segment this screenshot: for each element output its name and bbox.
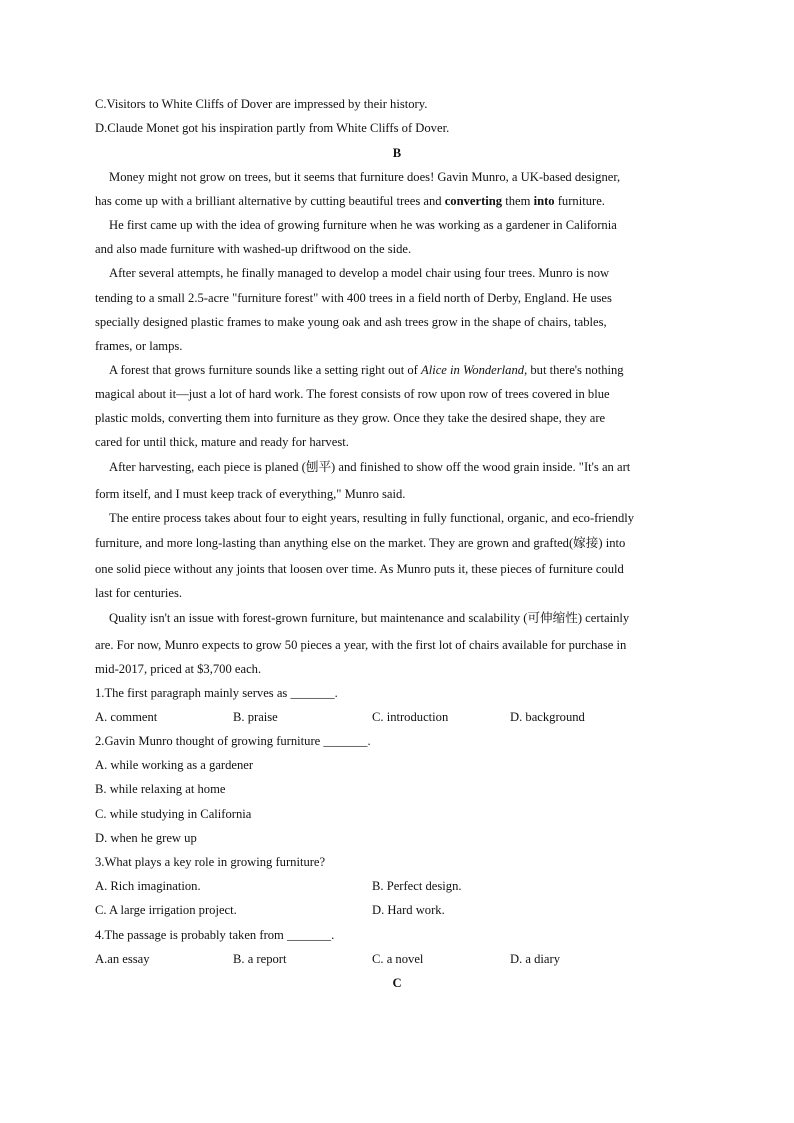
question-3-option-b: B. Perfect design. (372, 879, 462, 893)
passage-line: specially designed plastic frames to make young oak and ash trees grow in the shape of chairs, tables, (95, 315, 607, 329)
passage-line: mid-2017, priced at $3,700 each. (95, 662, 262, 676)
question-3-option-a: A. Rich imagination. (95, 879, 201, 893)
section-b-heading: B (392, 146, 402, 160)
question-4-stem: 4.The passage is probably taken from _______. (95, 928, 335, 942)
passage-line: plastic molds, converting them into furniture as they grow. Once they take the desired shape, they are (95, 411, 606, 425)
passage-line: has come up with a brilliant alternative by cutting beautiful trees and converting them into furniture. (95, 194, 605, 208)
passage-line: The entire process takes about four to eight years, resulting in fully functional, organic, and eco-friendly (109, 511, 635, 525)
passage-line: one solid piece without any joints that loosen over time. As Munro puts it, these pieces of furniture could (95, 562, 624, 576)
passage-line: form itself, and I must keep track of everything," Munro said. (95, 487, 406, 501)
passage-line: magical about it—just a lot of hard work. The forest consists of row upon row of trees covered in blue (95, 387, 610, 401)
bold-word-into: into (533, 194, 555, 208)
passage-line: furniture, and more long-lasting than anything else on the market. They are grown and grafted(嫁接) into (95, 536, 626, 550)
passage-line: A forest that grows furniture sounds like a setting right out of Alice in Wonderland, but there's nothing (109, 363, 624, 377)
question-2-stem: 2.Gavin Munro thought of growing furniture _______. (95, 734, 371, 748)
question-4-option-a: A.an essay (95, 952, 150, 966)
passage-line: After several attempts, he finally managed to develop a model chair using four trees. Munro is now (109, 266, 610, 280)
question-3-option-c: C. A large irrigation project. (95, 903, 237, 917)
section-c-heading: C (392, 976, 402, 990)
question-1-option-c: C. introduction (372, 710, 449, 724)
question-2-option-b: B. while relaxing at home (95, 782, 226, 796)
passage-line: Money might not grow on trees, but it seems that furniture does! Gavin Munro, a UK-based designer, (109, 170, 621, 184)
prev-option-c: C.Visitors to White Cliffs of Dover are impressed by their history. (95, 97, 428, 111)
passage-line: frames, or lamps. (95, 339, 183, 353)
book-title: Alice in Wonderland (421, 363, 525, 377)
question-1-stem: 1.The first paragraph mainly serves as _______. (95, 686, 338, 700)
passage-line: cared for until thick, mature and ready for harvest. (95, 435, 349, 449)
passage-line: Quality isn't an issue with forest-grown furniture, but maintenance and scalability (可伸缩性) certainly (109, 611, 630, 625)
passage-line: tending to a small 2.5-acre "furniture forest" with 400 trees in a field north of Derby, England. He uses (95, 291, 612, 305)
passage-line: After harvesting, each piece is planed (刨平) and finished to show off the wood grain inside. "It's an art (109, 460, 631, 474)
question-4-option-b: B. a report (233, 952, 287, 966)
question-4-option-c: C. a novel (372, 952, 424, 966)
bold-word-converting: converting (444, 194, 503, 208)
passage-line: are. For now, Munro expects to grow 50 pieces a year, with the first lot of chairs available for purchase in (95, 638, 627, 652)
question-1-option-d: D. background (510, 710, 585, 724)
question-1-option-a: A. comment (95, 710, 158, 724)
passage-line: last for centuries. (95, 586, 183, 600)
question-2-option-d: D. when he grew up (95, 831, 197, 845)
prev-option-d: D.Claude Monet got his inspiration partly from White Cliffs of Dover. (95, 121, 450, 135)
question-2-option-c: C. while studying in California (95, 807, 252, 821)
question-3-option-d: D. Hard work. (372, 903, 445, 917)
question-3-stem: 3.What plays a key role in growing furniture? (95, 855, 326, 869)
passage-line: He first came up with the idea of growing furniture when he was working as a gardener in California (109, 218, 617, 232)
question-2-option-a: A. while working as a gardener (95, 758, 254, 772)
passage-line: and also made furniture with washed-up driftwood on the side. (95, 242, 412, 256)
question-1-option-b: B. praise (233, 710, 278, 724)
question-4-option-d: D. a diary (510, 952, 561, 966)
